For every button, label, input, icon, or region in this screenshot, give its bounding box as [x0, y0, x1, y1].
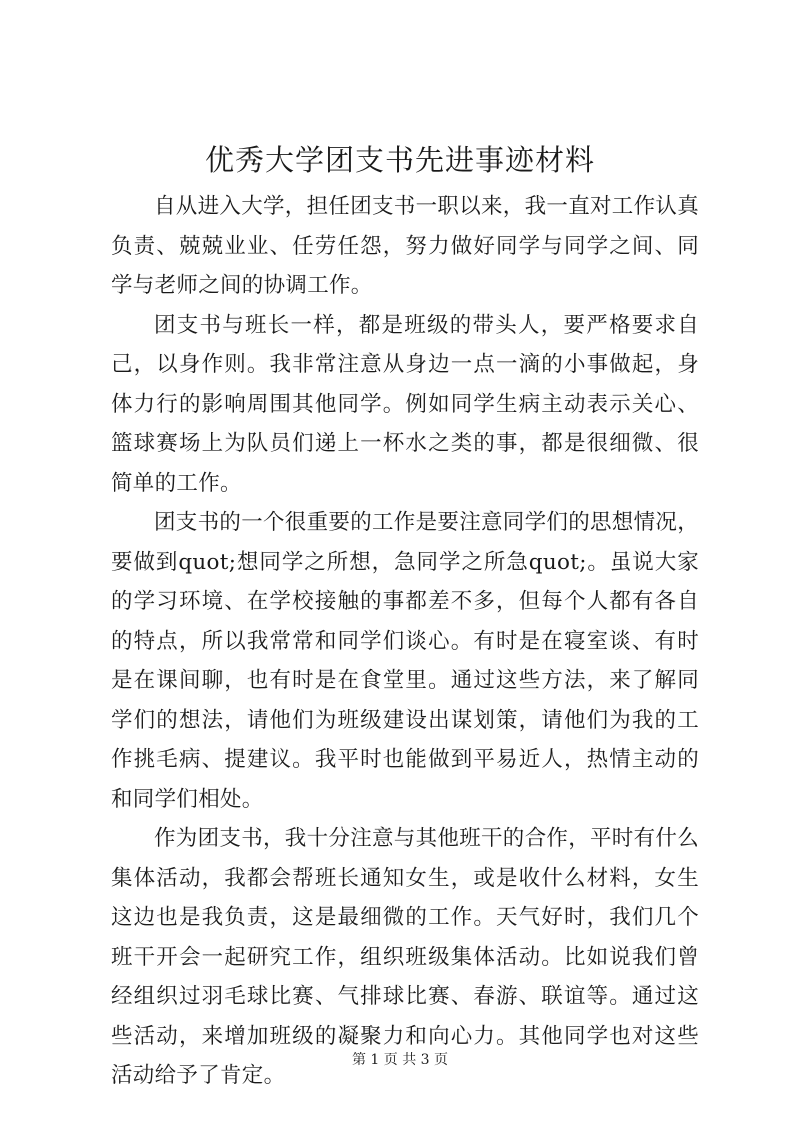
document-title: 优秀大学团支书先进事迹材料	[204, 143, 595, 177]
paragraph-4: 作为团支书，我十分注意与其他班干的合作，平时有什么集体活动，我都会帮班长通知女生，或是收什么材料，女生这边也是我负责，这是最细微的工作。天气好时，我们几个班干开会一起研究工作，组织班级集体活动。比如说我们曾经组织过羽毛球比赛、气排球比赛、春游、联谊等。通过这些活动，来增加班级的凝聚力和向心力。其他同学也对这些活动给予了肯定。	[111, 826, 700, 1088]
page-number-footer: 第 1 页 共 3 页	[351, 1052, 449, 1068]
paragraph-1: 自从进入大学，担任团支书一职以来，我一直对工作认真负责、兢兢业业、任劳任怨，努力做好同学与同学之间、同学与老师之间的协调工作。	[111, 194, 700, 298]
paragraph-2: 团支书与班长一样，都是班级的带头人，要严格要求自己，以身作则。我非常注意从身边一点一滴的小事做起，身体力行的影响周围其他同学。例如同学生病主动表示关心、篮球赛场上为队员们递上一杯水之类的事，都是很细微、很简单的工作。	[111, 312, 699, 496]
paragraph-3: 团支书的一个很重要的工作是要注意同学们的思想情况，要做到quot;想同学之所想，急同学之所急quot;。虽说大家的学习环境、在学校接触的事都差不多，但每个人都有各自的特点，所以我常常和同学们谈心。有时是在寝室谈、有时是在课间聊，也有时是在食堂里。通过这些方法，来了解同学们的想法，请他们为班级建设出谋划策，请他们为我的工作挑毛病、提建议。我平时也能做到平易近人，热情主动的和同学们相处。	[111, 510, 700, 812]
document-body	[111, 187, 699, 1096]
